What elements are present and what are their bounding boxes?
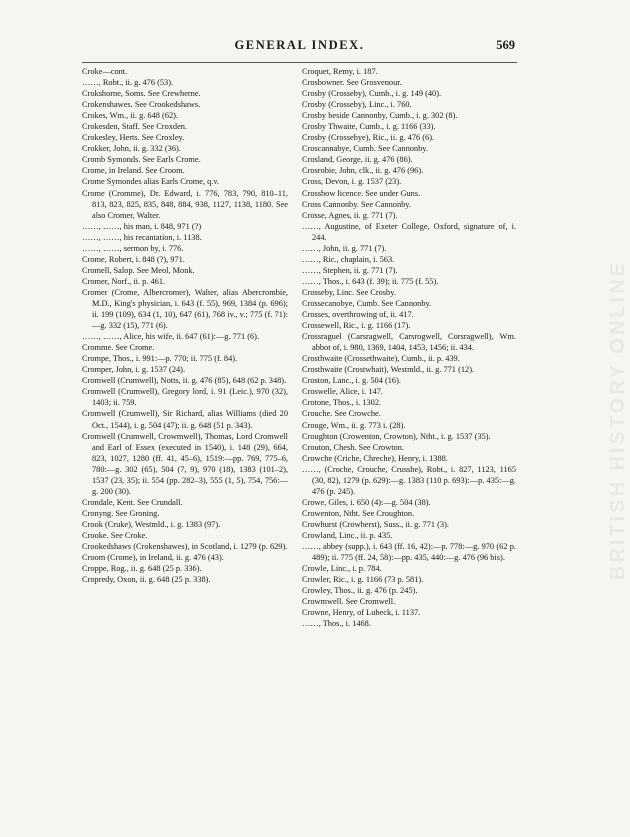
index-entry: Crokes, Wm., ii. g. 648 (62). — [82, 111, 179, 121]
index-entry: Crosby (Crosseby), Linc., i. 760. — [302, 100, 412, 110]
index-entry: Croquet, Remy, i. 187. — [302, 67, 378, 76]
index-entry: Crowche (Criche, Chreche), Henry, i. 1388. — [302, 453, 448, 463]
index-entry: Crosthwaite (Crossethwaite), Cumb., ii. p. 439. — [302, 354, 460, 364]
index-entry: Crosbowner. See Grosvenour. — [302, 78, 402, 88]
page-number: 569 — [496, 38, 515, 52]
index-entry: ……, Robt., ii. g. 476 (53). — [82, 78, 174, 88]
index-entry: Crowne, Henry, of Lubeck, i. 1137. — [302, 608, 421, 618]
index-column-right — [302, 66, 516, 629]
index-entry: Crondale, Kent. See Crundall. — [82, 497, 183, 507]
index-entry: Crossewell, Ric., i. g. 1166 (17). — [302, 321, 411, 331]
index-entry: Crompe, Thos., i. 991:—p. 770; ii. 775 (f. 84). — [82, 354, 238, 364]
index-entry: Crotone, Thos., i. 1302. — [302, 398, 382, 408]
index-entry: Cronyng. See Groning. — [82, 508, 160, 518]
index-entry: Crome (Cromme), Dr. Edward, i. 776, 783, 790, 810–11, 813, 823, 825, 835, 848, 884, 938, 1127, 1138, 1180. See also Cromer, Walter. — [82, 188, 288, 220]
index-entry: Cromwell (Crumwell), Notts, ii. g. 476 (85), 648 (62 p. 348). — [82, 376, 287, 386]
index-entry: Crouton, Chesh. See Crowton. — [302, 442, 404, 452]
index-entry: Cromer, Norf., ii. p. 461. — [82, 276, 166, 286]
index-entry: Croom (Crome), in Ireland, ii. g. 476 (43). — [82, 553, 224, 563]
index-entry: Crosby Thwaite, Cumb., i. g. 1166 (33). — [302, 122, 436, 132]
index-entry: Crowland, Linc., ii. p. 435. — [302, 530, 393, 540]
page-title: GENERAL INDEX. — [234, 38, 365, 52]
index-entry: Crowhurst (Crowherst), Suss., ii. g. 771 (3). — [302, 519, 449, 529]
index-entry: Cromb Symonds. See Earls Crome. — [82, 155, 201, 165]
index-entry: ……, ……, his recantation, i. 1138. — [82, 232, 202, 242]
index-entry: Cromwell (Crumwell), Sir Richard, alias Williams (died 20 Oct., 1544), i. g. 504 (47); ii. g. 648 (51 p. 343). — [82, 409, 288, 430]
index-entry: Crosland, George, ii. g. 476 (86). — [302, 155, 413, 165]
index-entry: Crosby beside Cannonby, Cumb., i. g. 302 (8). — [302, 111, 458, 121]
index-entry: Crowmwell. See Cromwell. — [302, 597, 396, 607]
index-entry: ……, Ric., chaplain, i. 563. — [302, 254, 395, 264]
index-entry: Crome, Robert, i. 848 (?), 971. — [82, 254, 185, 264]
index-entry: Crosby (Crossebye), Ric., ii. g. 476 (6). — [302, 133, 435, 143]
index-entry: Cromwell (Crumwell), Gregory lord, i. 91 (Leic.), 970 (32), 1403; ii. 759. — [82, 387, 288, 408]
index-entry: ……, ……, sermon by, i. 776. — [82, 243, 184, 253]
index-entry: Crowler, Ric., i. g. 1166 (73 p. 581). — [302, 575, 424, 585]
index-entry: Crosses, overthrowing of, ii. 417. — [302, 310, 414, 320]
index-entry: ……, abbey (supp.), i. 643 (ff. 16, 42):—p. 778:—g. 970 (62 p. 489); ii. 775 (ff. 24, 58):—pp. 435, 440:—g. 476 (96 bis). — [302, 542, 516, 563]
index-entry: Cropredy, Oxon, ii. g. 648 (25 p. 338). — [82, 575, 211, 585]
index-entry: ……, Stephen, ii. g. 771 (7). — [302, 265, 398, 275]
index-entry: Crokenshawes. See Crookedshaws. — [82, 100, 201, 110]
index-entry: Crouche. See Crowche. — [302, 409, 381, 419]
index-column-left — [82, 66, 288, 585]
index-entry: Crosseby, Linc. See Crosby. — [302, 287, 396, 297]
index-entry: Crossbow licence. See under Guns. — [302, 188, 421, 198]
index-entry: Crowle, Linc., i. p. 784. — [302, 564, 382, 574]
index-entry: ……, Thos., i. 1468. — [302, 619, 371, 629]
index-entry: Crossecanobye, Cumb. See Cannonby. — [302, 298, 432, 308]
index-entry: ……, ……, Alice, his wife, ii. 647 (61):—g. 771 (6). — [82, 332, 260, 342]
header-rule — [82, 62, 517, 63]
index-entry: Croughton (Crowenton, Crowton), Ntht., i. g. 1537 (35). — [302, 431, 491, 441]
index-entry: Crome, in Ireland. See Croom. — [82, 166, 185, 176]
index-entry: Crosby (Crosseby), Cumb., i. g. 149 (40). — [302, 89, 442, 99]
index-entry: Croscannabye, Cumb. See Cannonby. — [302, 144, 428, 154]
index-entry: Croston, Lanc., i. g. 504 (16). — [302, 376, 401, 386]
index-entry: ……, ……, his man, i. 848, 971 (?) — [82, 221, 202, 231]
index-entry: Crosse, Agnes, ii. g. 771 (7). — [302, 210, 398, 220]
index-entry: Crowenton, Ntht. See Croughton. — [302, 508, 415, 518]
index-entry: Crokesley, Herts. See Croxley. — [82, 133, 185, 143]
index-entry: ……, Thos., i. 643 (f. 39); ii. 775 (f. 55). — [302, 276, 439, 286]
index-entry: ……, John, ii. g. 771 (7). — [302, 243, 387, 253]
index-entry: Cromper, John, i. g. 1537 (24). — [82, 365, 186, 375]
index-entry: Croppe, Rog., ii. g. 648 (25 p. 336). — [82, 564, 202, 574]
page-header — [84, 38, 515, 58]
index-entry: Crowley, Thos., ii. g. 476 (p. 245). — [302, 586, 418, 596]
index-entry: Crokker, John, ii. g. 332 (36). — [82, 144, 181, 154]
index-entry: Crookedshaws (Crokenshawes), in Scotland, i. 1279 (p. 629). — [82, 542, 288, 552]
index-entry: Crossraguel (Carsragwell, Carsrogwell, Corsragwell), Wm. abbot of, i. 980, 1369, 1404, 1453, 1456; ii. 434. — [302, 332, 516, 353]
watermark-right: BRITISH HISTORY ONLINE — [607, 260, 629, 581]
index-entry: Crooke. See Croke. — [82, 530, 148, 540]
index-entry: Crouge, Wm., ii. g. 773 i. (28). — [302, 420, 406, 430]
index-entry: Cromer (Crome, Albercromer), Walter, alias Abercrombie, M.D., King's physician, i. 643 (f. 55), 969, 1384 (p. 696); ii. 199 (109), 634 (1, 10), 647 (61), 768 iv., v.; 775 (f. 71):—g. 332 (15), 771 (6). — [82, 287, 288, 331]
index-entry: Crook (Cruke), Westmld., i. g. 1383 (97). — [82, 519, 221, 529]
index-entry: Crosrobie, John, clk., ii. g. 476 (96). — [302, 166, 424, 176]
index-entry: Crokesden, Staff. See Croxden. — [82, 122, 188, 132]
index-entry: Cross Cannonby. See Cannonby. — [302, 199, 412, 209]
index-entry: Cromme. See Crome. — [82, 343, 155, 353]
index-entry: Crosthwaite (Crostwhait), Westmld., ii. g. 771 (12). — [302, 365, 475, 375]
index-entry: Crome Symondes alias Earls Crome, q.v. — [82, 177, 220, 187]
index-entry: ……, Augustine, of Exeter College, Oxford, signature of, i. 244. — [302, 221, 516, 242]
index-entry: Cromell, Salop. See Meol, Monk. — [82, 265, 195, 275]
index-entry: Croswelle, Alice, i. 147. — [302, 387, 383, 397]
index-entry: Croke—cont. — [82, 67, 128, 76]
index-entry: Cromwell (Crumwell, Crowmwell), Thomas, Lord Cromwell and Earl of Essex (executed in 1540), i. 148 (29), 664, 823, 1027, 1280 (ff. 41, 45–6), 1519:—pp. 769, 775–6, 780:—g. 302 (65), 504 (7, 9), 970 (18), 1383 (101–2), 1537 (23, 35); ii. 554 (pp. 282–3), 555 (1, 5), 754, 756:—g. 200 (30). — [82, 431, 288, 496]
index-entry: Crowe, Giles, i. 650 (4):—g. 504 (38). — [302, 497, 431, 507]
index-entry: ……, (Croche, Crouche, Crusshe), Robt., i. 827, 1123, 1165 (30, 82), 1279 (p. 629):—g. 1383 (110 p. 693):—p. 435:—g. 476 (p. 245). — [302, 464, 516, 496]
index-entry: Crokshorne, Soms. See Crewherne. — [82, 89, 201, 99]
index-entry: Cross, Devon, i. g. 1537 (23). — [302, 177, 402, 187]
